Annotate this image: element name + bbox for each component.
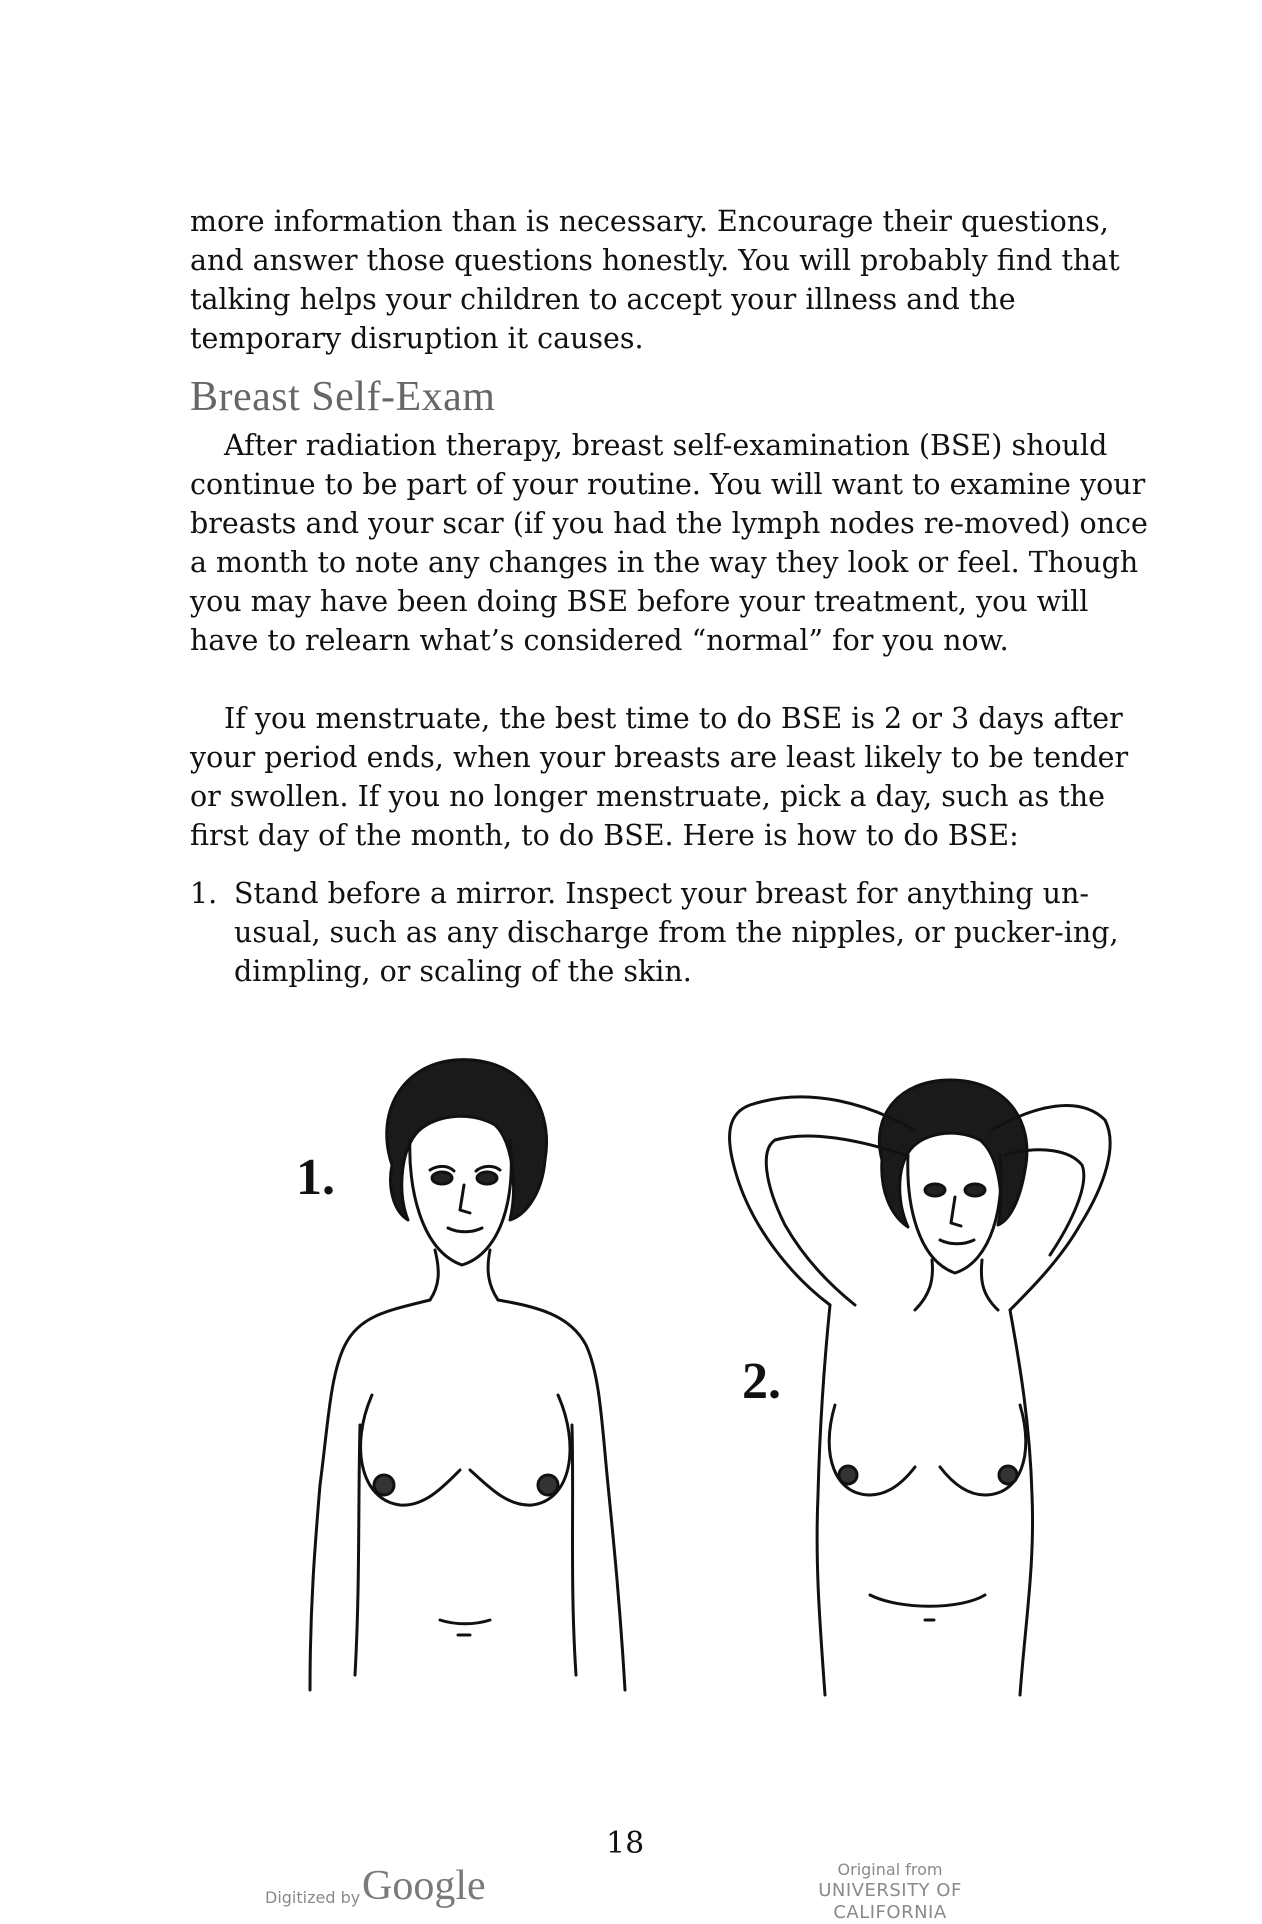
original-from-attribution bbox=[760, 1860, 1020, 1924]
section-heading: Breast Self-Exam bbox=[190, 374, 496, 420]
step-text: Stand before a mirror. Inspect your breast for anything un-usual, such as any discharge from the nipples, or pucker-ing, dimpling, or scaling of the skin. bbox=[234, 877, 1119, 988]
figure-1-label: 1. bbox=[296, 1149, 335, 1206]
figure-2-label: 2. bbox=[742, 1353, 781, 1410]
google-logo: Google bbox=[362, 1863, 486, 1909]
intro-paragraph: more information than is necessary. Encourage their questions, and answer those questions honestly. You will probably find that talking helps your children to accept your illness and the temporary disruption it causes. bbox=[190, 205, 1120, 355]
step-item bbox=[190, 874, 1150, 991]
original-from-text: Original from bbox=[837, 1860, 943, 1879]
woman-arms-at-sides-drawing bbox=[280, 1045, 660, 1705]
bse-paragraph-2: If you menstruate, the best time to do BSE is 2 or 3 days after your period ends, when your breasts are least likely to be tender or swollen. If you no longer menstruate, pick a day, such as the first day of the month, to do BSE. Here is how to do BSE: bbox=[190, 702, 1129, 852]
page-number: 18 bbox=[606, 1826, 645, 1861]
figure-1-illustration bbox=[280, 1045, 660, 1705]
institution-name: UNIVERSITY OF CALIFORNIA bbox=[818, 1880, 962, 1923]
bse-paragraph-1: After radiation therapy, breast self-examination (BSE) should continue to be part of your routine. You will want to examine your breasts and your scar (if you had the lymph nodes re-moved) once a month to note any changes in the way they look or feel. Though you may have been doing BSE before your treatment, you will have to relearn what’s considered “normal” for you now. bbox=[190, 429, 1148, 657]
step-number: 1. bbox=[190, 877, 218, 910]
digitized-by-text: Digitized by bbox=[265, 1888, 361, 1907]
